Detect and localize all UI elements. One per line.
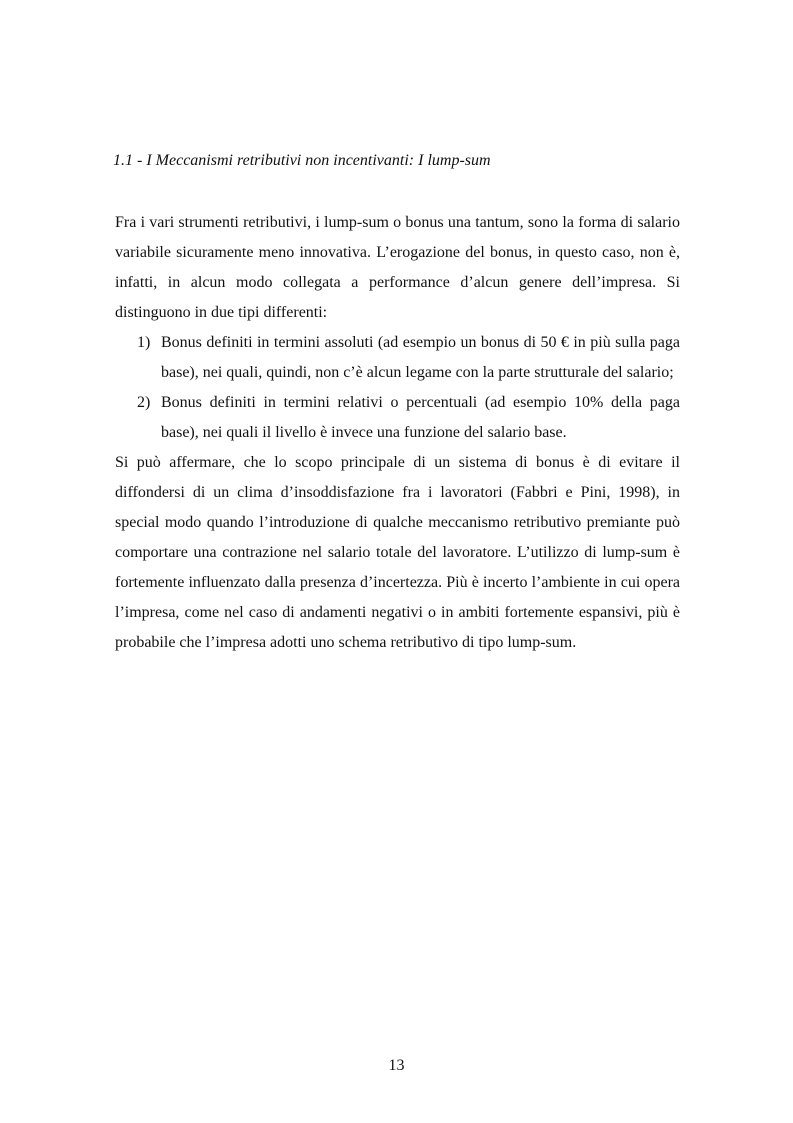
bonus-types-list — [115, 328, 680, 448]
list-item-number: 1) — [137, 334, 151, 351]
list-item-text: Bonus definiti in termini assoluti (ad esempio un bonus di 50 € in più sulla paga base), nei quali, quindi, non c’è alcun legame con la parte strutturale del salario; — [161, 334, 680, 381]
list-item-number: 2) — [137, 394, 151, 411]
section-heading: 1.1 - I Meccanismi retributivi non incentivanti: I lump-sum — [113, 152, 491, 169]
list-item — [115, 328, 680, 388]
intro-paragraph: Fra i vari strumenti retributivi, i lump-sum o bonus una tantum, sono la forma di salario variabile sicuramente meno innovativa. L’erogazione del bonus, in questo caso, non è, infatti, in alcun modo collegata a performance d’alcun genere dell’impresa. Si distinguono in due tipi differenti: — [115, 214, 680, 321]
page-number: 13 — [388, 1057, 405, 1074]
list-item-text: Bonus definiti in termini relativi o percentuali (ad esempio 10% della paga base), nei quali il livello è invece una funzione del salario base. — [161, 394, 680, 441]
conclusion-paragraph: Si può affermare, che lo scopo principale di un sistema di bonus è di evitare il diffondersi di un clima d’insoddisfazione fra i lavoratori (Fabbri e Pini, 1998), in special modo quando l’introduzione di qualche meccanismo retributivo premiante può comportare una contrazione nel salario totale del lavoratore. L’utilizzo di lump-sum è fortemente influenzato dalla presenza d’incertezza. Più è incerto l’ambiente in cui opera l’impresa, come nel caso di andamenti negativi o in ambiti fortemente espansivi, più è probabile che l’impresa adotti uno schema retributivo di tipo lump-sum. — [115, 454, 680, 651]
list-item — [115, 388, 680, 448]
body-text — [115, 208, 680, 658]
